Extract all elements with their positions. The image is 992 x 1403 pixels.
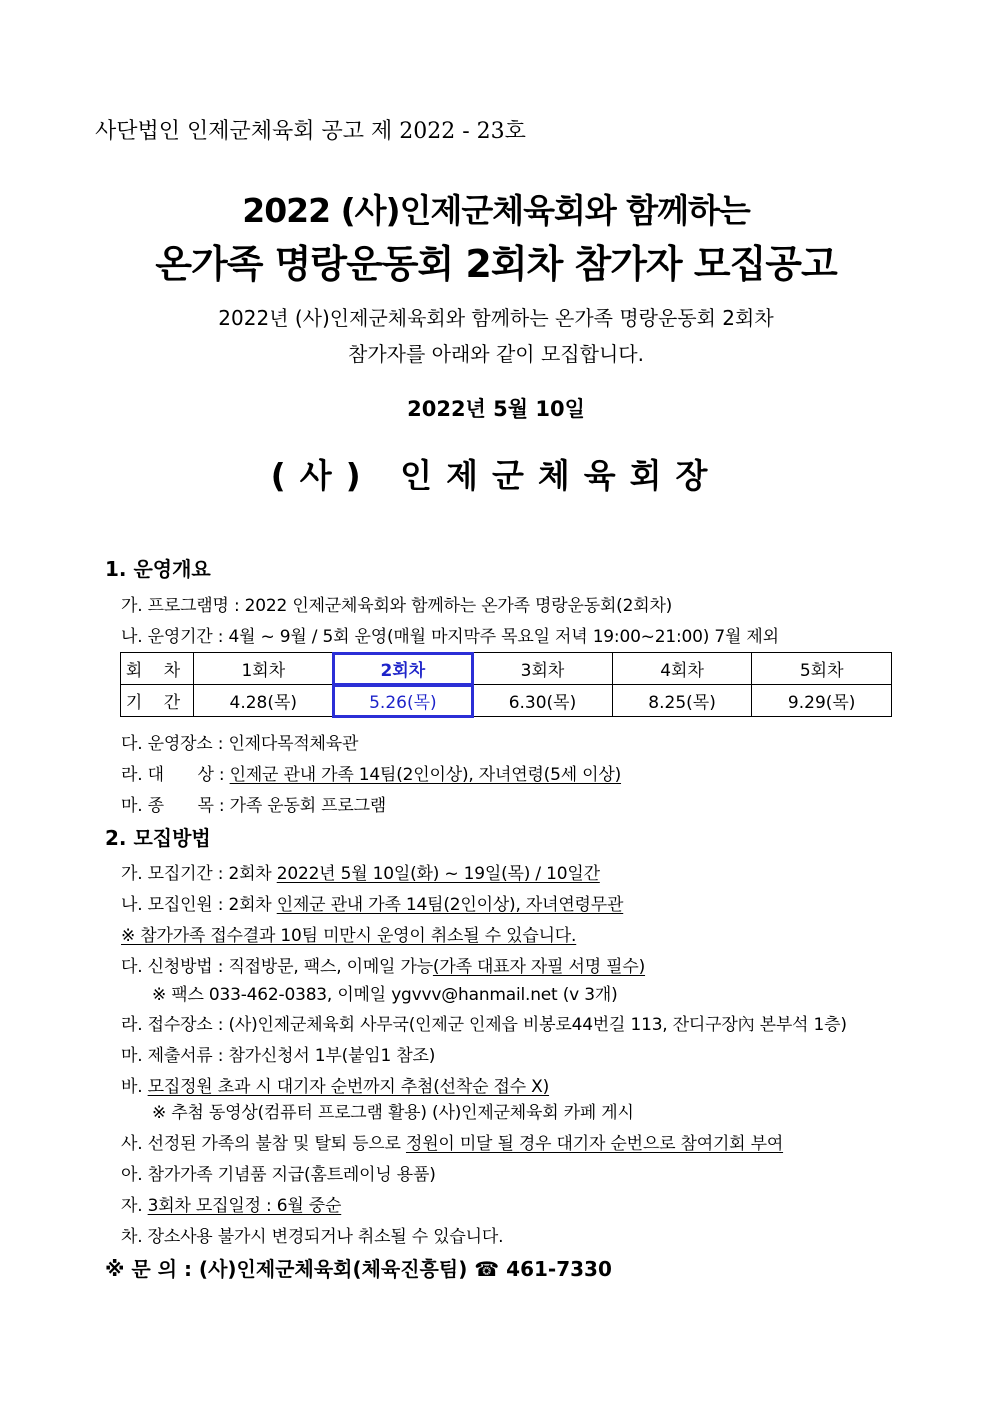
venue-line: 다. 운영장소 : 인제다목적체육관 xyxy=(121,734,359,754)
date-cell: 6.30(목) xyxy=(473,685,613,717)
lottery-value: 모집정원 초과 시 대기자 순번까지 추첨(선착순 접수 X) xyxy=(147,1077,550,1097)
table-row xyxy=(121,685,892,717)
title-line-2: 온가족 명랑운동회 2회차 참가자 모집공고 xyxy=(155,242,837,286)
intro-line-2: 참가자를 아래와 같이 모집합니다. xyxy=(348,342,644,366)
intro-line-1: 2022년 (사)인제군체육회와 함께하는 온가족 명랑운동회 2회차 xyxy=(218,306,774,330)
apply-method-line xyxy=(121,952,645,977)
recruit-period-value: 2022년 5월 10일(화) ~ 19일(목) / 10일간 xyxy=(276,864,600,884)
round-cell: 1회차 xyxy=(194,653,334,685)
event-line: 마. 종 목 : 가족 운동회 프로그램 xyxy=(121,796,387,816)
section2-heading: 2. 모집방법 xyxy=(105,826,211,850)
operation-period-line: 나. 운영기간 : 4월 ~ 9월 / 5회 운영(매월 마지막주 목요일 저녁 19:00~21:00) 7월 제외 xyxy=(121,627,779,647)
waitlist-label: 사. 선정된 가족의 불참 및 탈퇴 등으로 xyxy=(121,1134,406,1154)
date-cell: 9.29(목) xyxy=(752,685,892,717)
period-header: 기 간 xyxy=(121,685,194,717)
cancel-note-text: ※ 참가가족 접수결과 10팀 미만시 운영이 취소될 수 있습니다. xyxy=(121,926,577,946)
title-line-1: 2022 (사)인제군체육회와 함께하는 xyxy=(242,191,750,230)
recruit-count-value: 인제군 관내 가족 14팀(2인이상), 자녀연령무관 xyxy=(276,895,624,915)
date-cell: 4.28(목) xyxy=(194,685,334,717)
lottery-label: 바. xyxy=(121,1077,148,1097)
venue-change-line: 차. 장소사용 불가시 변경되거나 취소될 수 있습니다. xyxy=(121,1227,504,1247)
date-cell-highlighted: 5.26(목) xyxy=(333,685,473,717)
schedule-table xyxy=(120,652,892,717)
recruit-count-line xyxy=(121,890,623,915)
program-name-line: 가. 프로그램명 : 2022 인제군체육회와 함께하는 온가족 명랑운동회(2회차) xyxy=(121,596,673,616)
recruit-period-line xyxy=(121,859,600,884)
round-cell: 3회차 xyxy=(473,653,613,685)
next-round-line xyxy=(121,1191,341,1216)
fax-email-note: ※ 팩스 033-462-0383, 이메일 ygvvv@hanmail.net (v 3개) xyxy=(152,985,618,1005)
round-cell: 5회차 xyxy=(752,653,892,685)
cancel-note xyxy=(121,921,576,946)
organization-name: (사) 인제군체육회장 xyxy=(270,456,722,495)
notice-number: 사단법인 인제군체육회 공고 제 2022 - 23호 xyxy=(95,119,526,144)
recruit-count-label: 나. 모집인원 : 2회차 xyxy=(121,895,277,915)
contact-line: ※ 문 의 : (사)인제군체육회(체육진흥팀) ☎ 461-7330 xyxy=(105,1257,612,1281)
date-cell: 8.25(목) xyxy=(612,685,752,717)
target-value: 인제군 관내 가족 14팀(2인이상), 자녀연령(5세 이상) xyxy=(229,765,622,785)
next-round-value: 3회차 모집일정 : 6월 중순 xyxy=(147,1196,342,1216)
round-header: 회 차 xyxy=(121,653,194,685)
apply-method-label: 다. 신청방법 : 직접방문, 팩스, 이메일 가능 xyxy=(121,957,433,977)
souvenir-line: 아. 참가가족 기념품 지급(홈트레이닝 용품) xyxy=(121,1165,436,1185)
section1-heading: 1. 운영개요 xyxy=(105,557,211,581)
reception-place-line: 라. 접수장소 : (사)인제군체육회 사무국(인제군 인제읍 비봉로44번길 113, 잔디구장內 본부석 1층) xyxy=(121,1015,847,1035)
apply-method-value: (가족 대표자 자필 서명 필수) xyxy=(432,957,646,977)
table-row xyxy=(121,653,892,685)
next-round-label: 자. xyxy=(121,1196,148,1216)
waitlist-line xyxy=(121,1129,783,1154)
lottery-line xyxy=(121,1072,549,1097)
waitlist-value: 정원이 미달 될 경우 대기자 순번으로 참여기회 부여 xyxy=(405,1134,784,1154)
documents-line: 마. 제출서류 : 참가신청서 1부(붙임1 참조) xyxy=(121,1046,436,1066)
recruit-period-label: 가. 모집기간 : 2회차 xyxy=(121,864,277,884)
round-cell: 4회차 xyxy=(612,653,752,685)
lottery-video-note: ※ 추첨 동영상(컴퓨터 프로그램 활용) (사)인제군체육회 카페 게시 xyxy=(152,1103,634,1123)
target-line xyxy=(121,760,621,785)
round-cell-highlighted: 2회차 xyxy=(333,653,473,685)
announcement-date: 2022년 5월 10일 xyxy=(407,397,585,421)
target-label: 라. 대 상 : xyxy=(121,765,230,785)
